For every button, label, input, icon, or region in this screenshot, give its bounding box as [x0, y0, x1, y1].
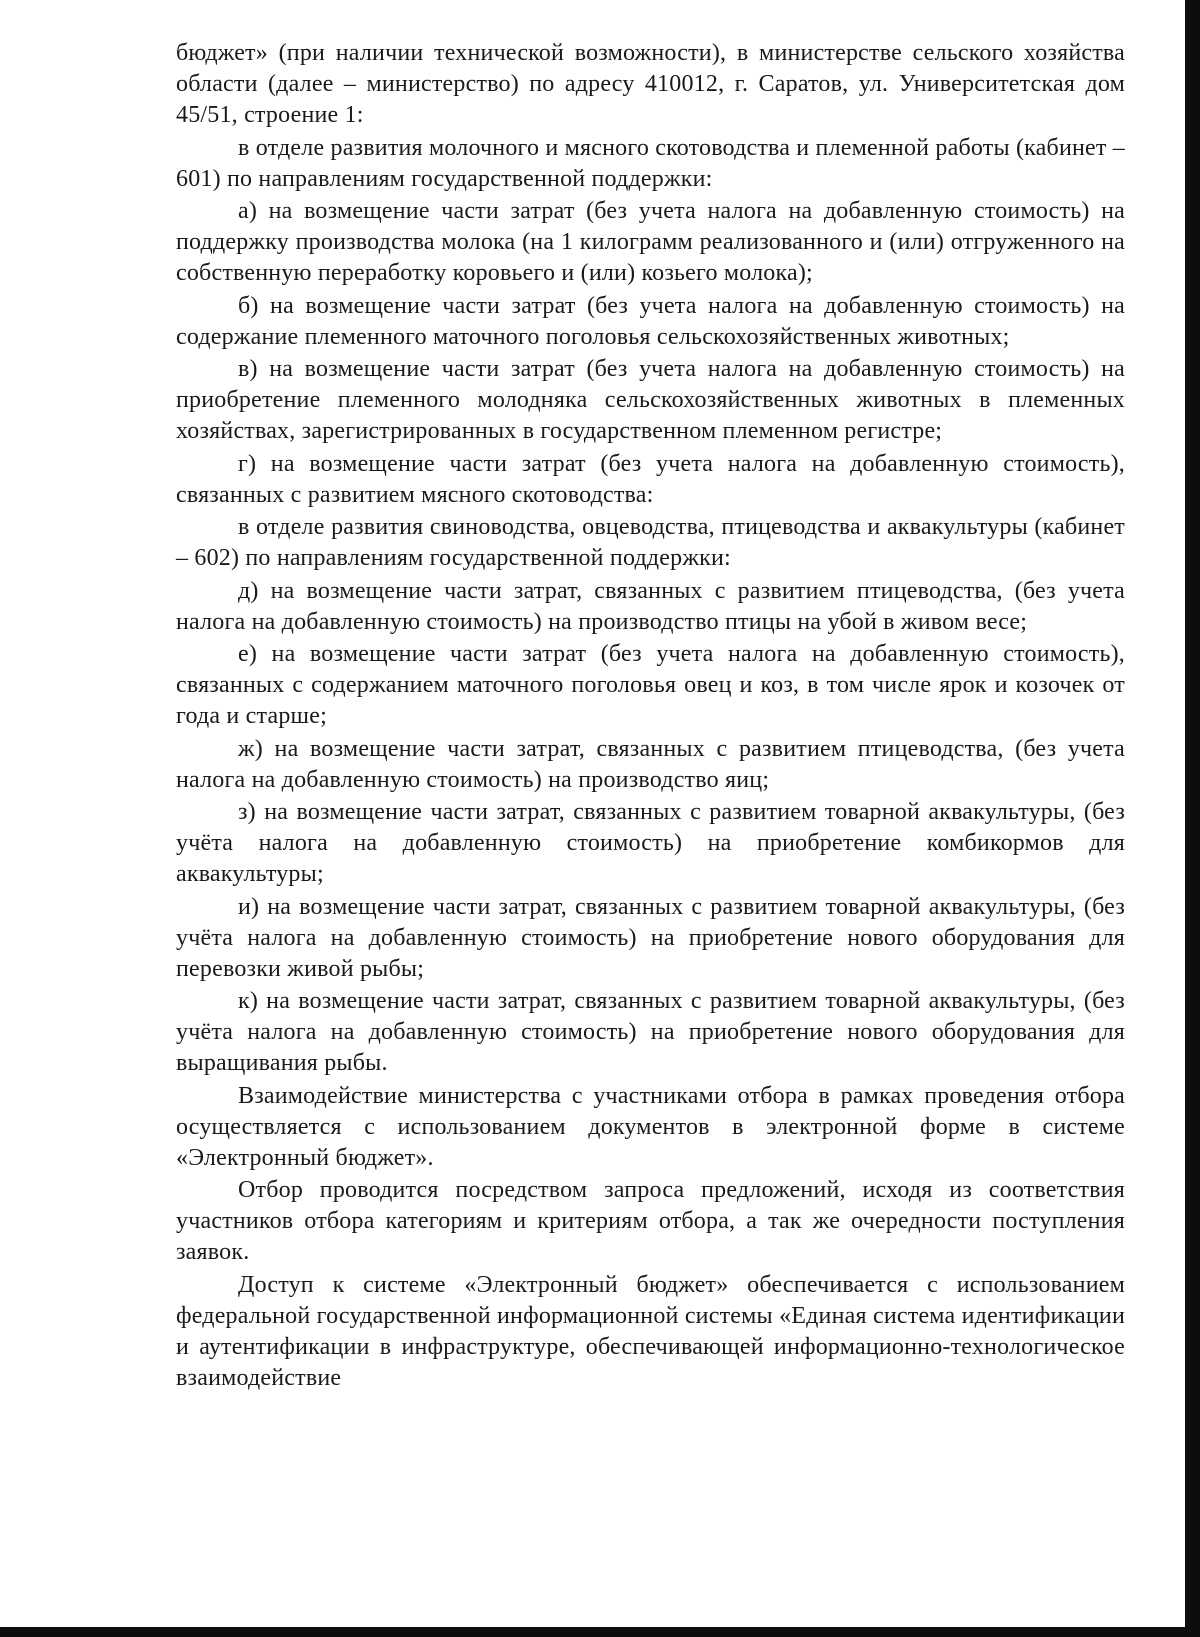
list-item-e: е) на возмещение части затрат (без учета налога на добавленную стоимость), связанных с содержанием маточного поголовья овец и коз, в том числе ярок и козочек от года и старше;	[176, 641, 1125, 729]
list-item-b: б) на возмещение части затрат (без учета налога на добавленную стоимость) на содержание племенного маточного поголовья сельскохозяйственных животных;	[176, 292, 1125, 350]
list-item-zh: ж) на возмещение части затрат, связанных с развитием птицеводства, (без учета налога на добавленную стоимость) на производство яиц;	[176, 735, 1125, 793]
list-item-a: а) на возмещение части затрат (без учета налога на добавленную стоимость) на поддержку производства молока (на 1 килограмм реализованного и (или) отгруженного на собственную переработку коровьего и (или) козьего молока);	[176, 198, 1125, 286]
paragraph-selection-method: Отбор проводится посредством запроса предложений, исходя из соответствия участников отбора категориям и критериям отбора, а так же очередности поступления заявок.	[176, 1177, 1125, 1265]
paragraph-interaction: Взаимодействие министерства с участниками отбора в рамках проведения отбора осуществляется с использованием документов в электронной форме в системе «Электронный бюджет».	[176, 1082, 1125, 1171]
scan-border-right	[1185, 0, 1200, 1637]
paragraph-pig-poultry-department: в отделе развития свиноводства, овцеводства, птицеводства и аквакультуры (кабинет – 602) по направлениям государственной поддержки:	[176, 514, 1125, 571]
list-item-v: в) на возмещение части затрат (без учета налога на добавленную стоимость) на приобретение племенного молодняка сельскохозяйственных животных в племенных хозяйствах, зарегистрированных в государственном племенном регистре;	[176, 356, 1125, 444]
scan-border-bottom	[0, 1627, 1200, 1637]
list-item-d: д) на возмещение части затрат, связанных с развитием птицеводства, (без учета налога на добавленную стоимость) на производство птицы на убой в живом весе;	[176, 577, 1125, 635]
list-item-g: г) на возмещение части затрат (без учета налога на добавленную стоимость), связанных с развитием мясного скотоводства:	[176, 450, 1125, 508]
paragraph-budget-continuation: бюджет» (при наличии технической возможности), в министерстве сельского хозяйства области (далее – министерство) по адресу 410012, г. Саратов, ул. Университетская дом 45/51, строение 1:	[176, 40, 1125, 128]
list-item-i: и) на возмещение части затрат, связанных с развитием товарной аквакультуры, (без учёта налога на добавленную стоимость) на приобретение нового оборудования для перевозки живой рыбы;	[176, 893, 1125, 982]
document-body	[176, 38, 1125, 1395]
paragraph-dairy-department: в отделе развития молочного и мясного скотоводства и племенной работы (кабинет – 601) по направлениям государственной поддержки:	[176, 134, 1125, 192]
paragraph-system-access: Доступ к системе «Электронный бюджет» обеспечивается с использованием федеральной государственной информационной системы «Единая система идентификации и аутентификации в инфраструктуре, обеспечивающей информационно-технологическое взаимодействие	[176, 1271, 1125, 1391]
list-item-z: з) на возмещение части затрат, связанных с развитием товарной аквакультуры, (без учёта налога на добавленную стоимость) на приобретение комбикормов для аквакультуры;	[176, 799, 1125, 887]
list-item-k: к) на возмещение части затрат, связанных с развитием товарной аквакультуры, (без учёта налога на добавленную стоимость) на приобретение нового оборудования для выращивания рыбы.	[176, 988, 1125, 1076]
